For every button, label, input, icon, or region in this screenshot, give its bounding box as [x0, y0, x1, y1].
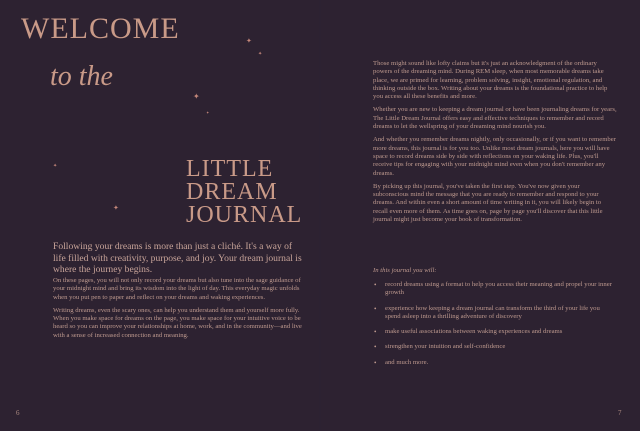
list-item [373, 305, 617, 322]
title-line: LITTLE [186, 156, 274, 182]
list-item-text: and much more. [385, 358, 429, 366]
paragraph: By picking up this journal, you've taken the first step. You've now given your subconscious mind the message that you are ready to remember and respond to your dreams. And within even a short amount of time writing in it, you will likely begin to recall even more of them. As time goes on, page by page you'll discover that this little journal might just become your book of transformation. [373, 182, 603, 224]
paragraph: Those might sound like lofty claims but it's just an acknowledgment of the ordinary powers of the dreaming mind. During REM sleep, when most memorable dreams take place, we are primed for learning, problem solving, insight, emotional regulation, and thinking outside the box. Writing about your dreams is the foundational practice to help you access all these benefits and more. [373, 60, 608, 101]
title-line: DREAM [186, 179, 278, 205]
lead-paragraph: Following your dreams is more than just a cliché. It's a way of life filled with creativity, purpose, and joy. Your dream journal is where the journey begins. [53, 241, 302, 275]
bullet-icon: • [374, 304, 377, 313]
list-item-text: make useful associations between waking experiences and dreams [385, 328, 563, 336]
benefits-list [373, 281, 617, 374]
right-body-text [373, 60, 617, 229]
star-icon: ✦ [53, 164, 58, 169]
list-item [373, 281, 617, 298]
bullet-icon: • [374, 343, 377, 352]
paragraph: On these pages, you will not only record your dreams but also tune into the sage guidance of your midnight mind and bring its wisdom into the light of day. This everyday magic unfolds when you put pen to paper and reflect on your dreams and waking experiences. [53, 277, 301, 301]
bullet-icon: • [374, 358, 377, 367]
list-item [373, 328, 617, 336]
list-item [373, 359, 617, 367]
star-icon: ✦ [193, 92, 200, 101]
star-icon: ✦ [258, 52, 263, 57]
paragraph: Whether you are new to keeping a dream journal or have been journaling dreams for years, The Little Dream Journal offers easy and effective techniques to remember and record dreams to let the wellspring of your dreaming mind nourish you. [373, 106, 617, 131]
welcome-heading: WELCOME [21, 12, 180, 45]
list-item-text: strengthen your intuition and self-confidence [385, 343, 506, 351]
title-line: JOURNAL [186, 202, 303, 228]
paragraph: And whether you remember dreams nightly, only occasionally, or if you want to remember more dreams, this journal is for you too. Unlike most dream journals, here you will have space to record dreams side by side with reflections on your waking life. Plus, you'll receive tips for engaging with your midnight mind even when you don't remember any dreams. [373, 136, 616, 177]
page-number: 6 [16, 409, 20, 417]
page-number: 7 [618, 409, 622, 417]
left-body-text [53, 277, 303, 345]
star-icon: ✦ [206, 110, 210, 115]
paragraph: Writing dreams, even the scary ones, can help you understand them and yourself more fully. When you make space for dreams on the page, you make space for your intuitive voice to be heard so you can improve your relationships at home, work, and in the community—and live with a sense of increased connection and meaning. [53, 306, 302, 339]
star-icon: ✦ [113, 204, 119, 212]
list-item-text: record dreams using a format to help you access their meaning and propel your inner growth [385, 281, 612, 297]
book-title [186, 158, 302, 227]
list-item [373, 343, 617, 351]
bullet-icon: • [374, 328, 377, 337]
star-icon: ✦ [246, 37, 252, 45]
list-item-text: experience how keeping a dream journal can transform the third of your life you spend asleep into a thrilling adventure of discovery [385, 304, 600, 320]
bullet-icon: • [374, 281, 377, 289]
journal-list-intro: In this journal you will: [373, 267, 437, 274]
to-the-subheading: to the [50, 61, 113, 92]
